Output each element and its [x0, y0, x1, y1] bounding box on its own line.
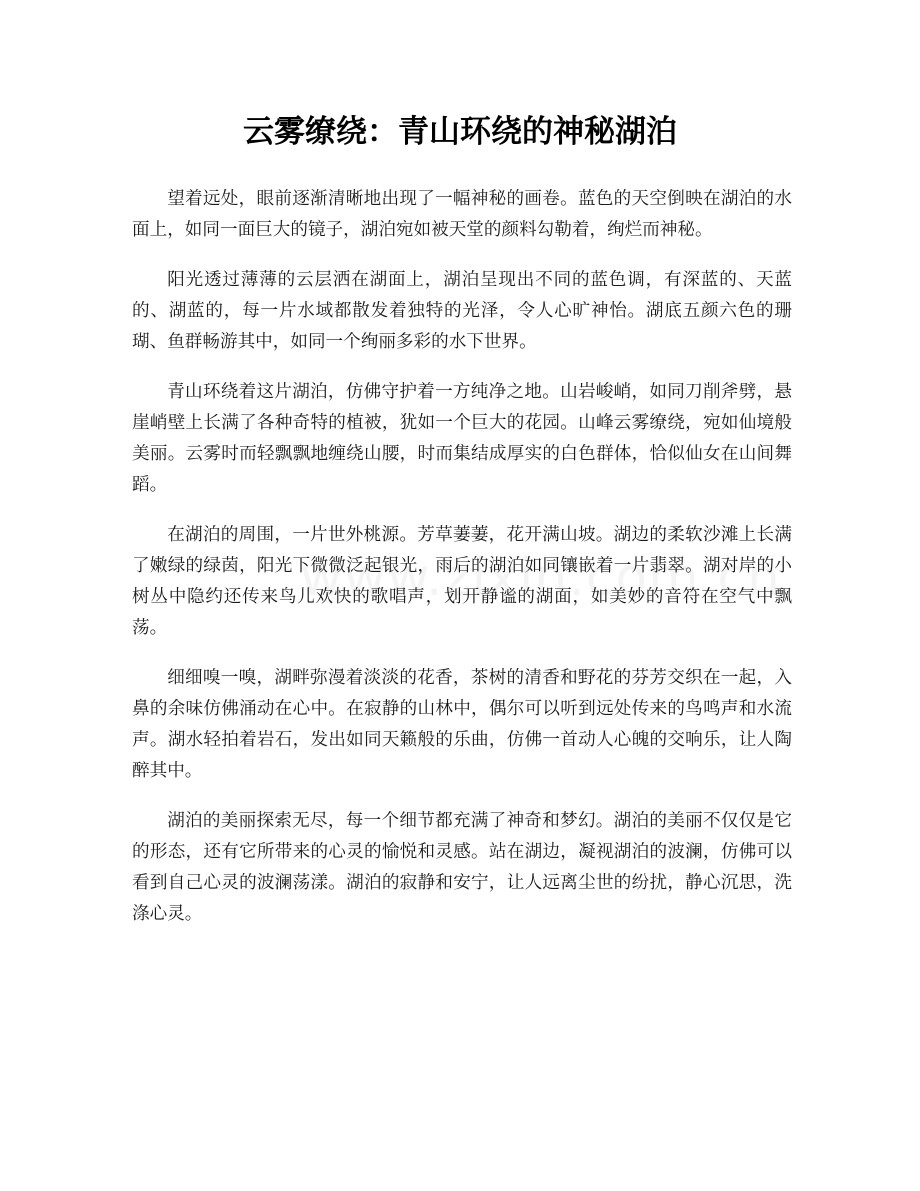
document-title: 云雾缭绕：青山环绕的神秘湖泊 — [243, 114, 677, 150]
paragraph-6: 湖泊的美丽探索无尽，每一个细节都充满了神奇和梦幻。湖泊的美丽不仅仅是它的形态，还有它所带来的心灵的愉悦和灵感。站在湖边，凝视湖泊的波澜，仿佛可以看到自己心灵的波澜荡漾。湖泊的寂静和安宁，让人远离尘世的纷扰，静心沉思，洗涤心灵。 — [132, 811, 792, 924]
paragraph-2: 阳光透过薄薄的云层洒在湖面上，湖泊呈现出不同的蓝色调，有深蓝的、天蓝的、湖蓝的，每一片水域都散发着独特的光泽，令人心旷神怡。湖底五颜六色的珊瑚、鱼群畅游其中，如同一个绚丽多彩的水下世界。 — [132, 270, 792, 352]
document-body — [132, 184, 792, 949]
paragraph-5: 细细嗅一嗅，湖畔弥漫着淡淡的花香，茶树的清香和野花的芬芳交织在一起，入鼻的余味仿佛涌动在心中。在寂静的山林中，偶尔可以听到远处传来的鸟鸣声和水流声。湖水轻拍着岩石，发出如同天籁般的乐曲，仿佛一首动人心魄的交响乐，让人陶醉其中。 — [132, 668, 792, 781]
paragraph-3: 青山环绕着这片湖泊，仿佛守护着一方纯净之地。山岩峻峭，如同刀削斧劈，悬崖峭壁上长满了各种奇特的植被，犹如一个巨大的花园。山峰云雾缭绕，宛如仙境般美丽。云雾时而轻飘飘地缠绕山腰，时而集结成厚实的白色群体，恰似仙女在山间舞蹈。 — [132, 382, 792, 495]
paragraph-1: 望着远处，眼前逐渐清晰地出现了一幅神秘的画卷。蓝色的天空倒映在湖泊的水面上，如同一面巨大的镜子，湖泊宛如被天堂的颜料勾勒着，绚烂而神秘。 — [132, 189, 792, 240]
paragraph-4: 在湖泊的周围，一片世外桃源。芳草萋萋，花开满山坡。湖边的柔软沙滩上长满了嫩绿的绿茵，阳光下微微泛起银光，雨后的湖泊如同镶嵌着一片翡翠。湖对岸的小树丛中隐约还传来鸟儿欢快的歌唱声，划开静谧的湖面，如美妙的音符在空气中飘荡。 — [132, 525, 792, 638]
